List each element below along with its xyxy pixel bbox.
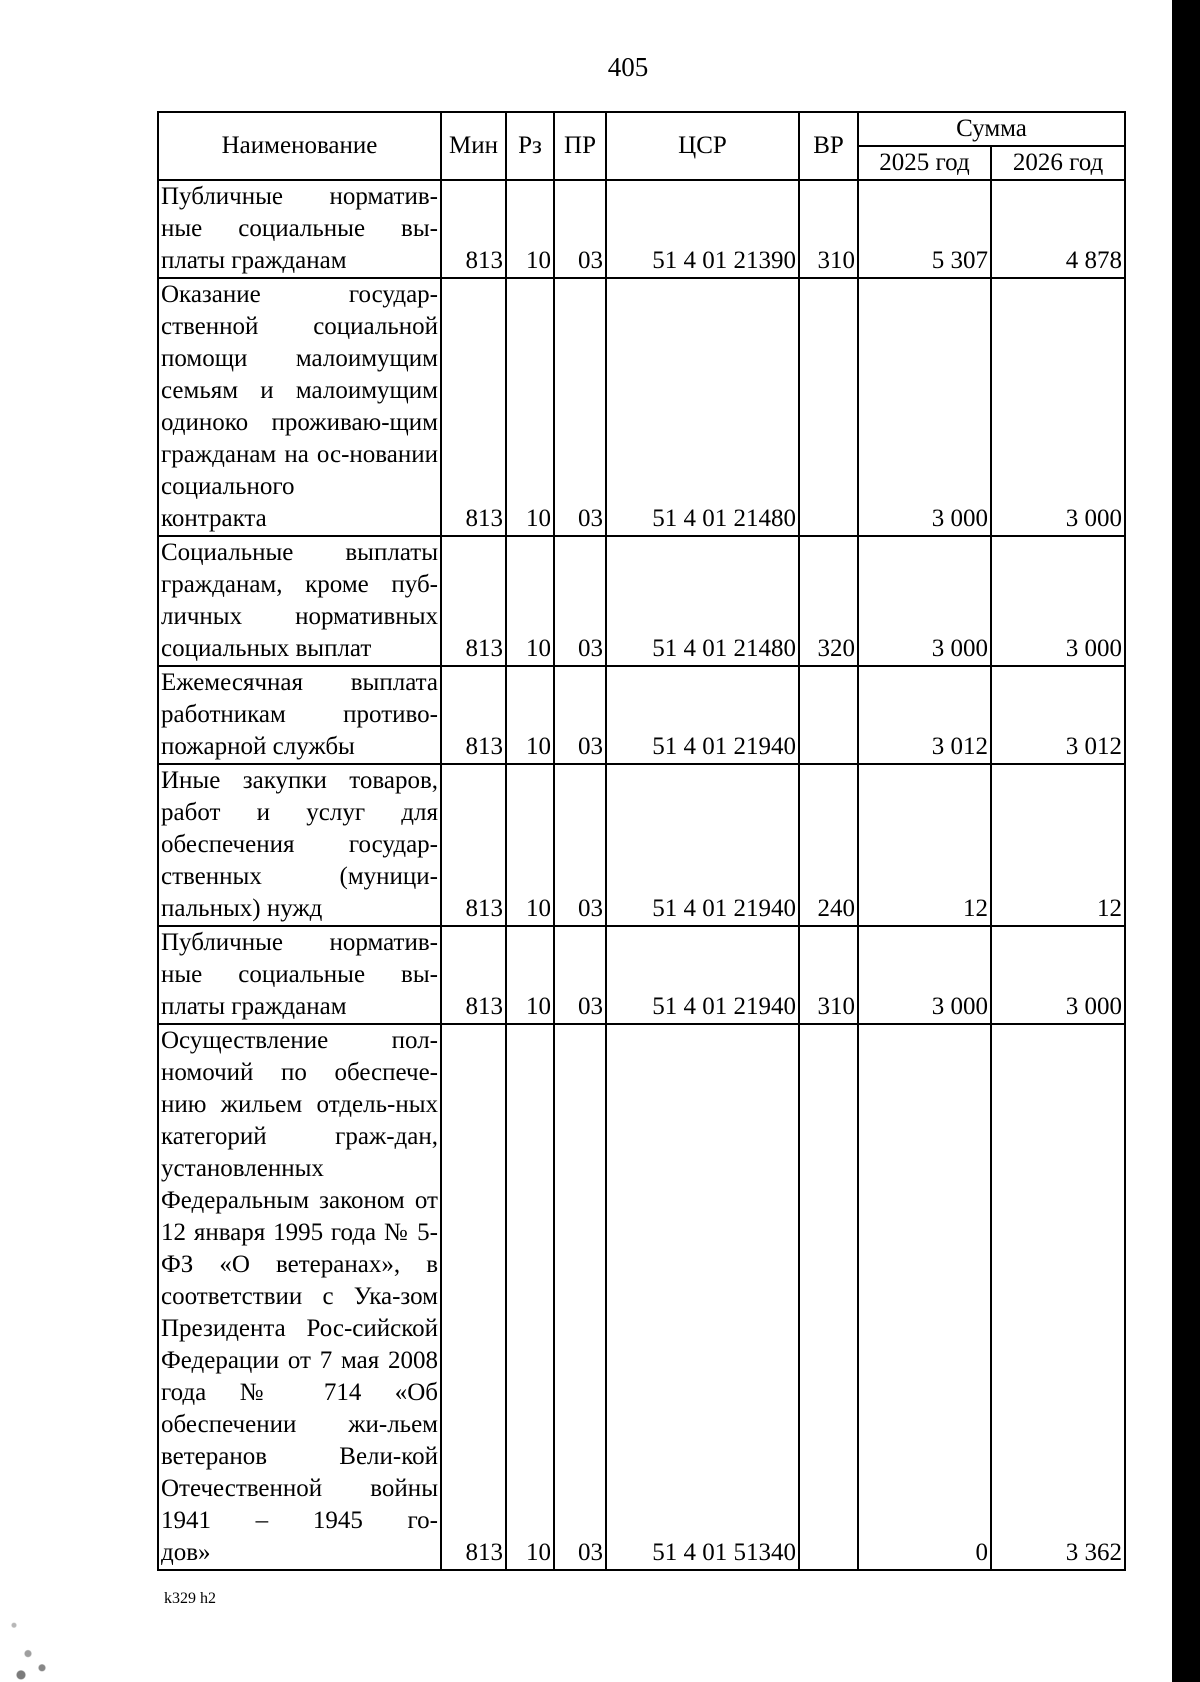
row-min: 813 bbox=[441, 278, 506, 536]
row-pr: 03 bbox=[554, 278, 606, 536]
header-csr: ЦСР bbox=[606, 112, 799, 180]
row-sum-2025: 3 000 bbox=[858, 926, 991, 1024]
table-row bbox=[158, 926, 1125, 1024]
row-rz: 10 bbox=[506, 666, 554, 764]
row-min: 813 bbox=[441, 666, 506, 764]
header-vr: ВР bbox=[799, 112, 858, 180]
row-vr: 320 bbox=[799, 536, 858, 666]
row-sum-2025: 0 bbox=[858, 1024, 991, 1570]
row-min: 813 bbox=[441, 926, 506, 1024]
row-vr bbox=[799, 278, 858, 536]
row-name bbox=[158, 278, 441, 536]
row-name bbox=[158, 666, 441, 764]
scan-artifact bbox=[0, 1540, 70, 1682]
row-sum-2026: 3 000 bbox=[991, 278, 1125, 536]
row-vr: 310 bbox=[799, 926, 858, 1024]
row-name-last-line: дов» bbox=[161, 1539, 211, 1566]
row-rz: 10 bbox=[506, 1024, 554, 1570]
header-row-1 bbox=[158, 112, 1125, 146]
row-sum-2026: 12 bbox=[991, 764, 1125, 926]
row-sum-2025: 5 307 bbox=[858, 180, 991, 278]
header-sum: Сумма bbox=[858, 112, 1125, 146]
row-pr: 03 bbox=[554, 536, 606, 666]
row-name-last-line: социальных выплат bbox=[161, 635, 372, 662]
header-pr: ПР bbox=[554, 112, 606, 180]
table-row bbox=[158, 536, 1125, 666]
row-csr: 51 4 01 51340 bbox=[606, 1024, 799, 1570]
page-number: 405 bbox=[607, 52, 649, 82]
row-rz: 10 bbox=[506, 180, 554, 278]
row-name-text: Оказание государ-ственной социальной помощи малоимущим семьям и малоимущим одиноко проживаю-щим гражданам на ос-новании социального bbox=[161, 281, 438, 500]
header-name: Наименование bbox=[158, 112, 441, 180]
row-name-text: Ежемесячная выплата работникам противо- bbox=[161, 669, 438, 728]
row-sum-2025: 3 000 bbox=[858, 536, 991, 666]
row-vr bbox=[799, 1024, 858, 1570]
row-csr: 51 4 01 21480 bbox=[606, 278, 799, 536]
row-name-text: Публичные норматив-ные социальные вы- bbox=[161, 183, 438, 242]
row-name bbox=[158, 764, 441, 926]
row-min: 813 bbox=[441, 180, 506, 278]
row-csr: 51 4 01 21940 bbox=[606, 926, 799, 1024]
budget-table bbox=[157, 111, 1126, 1571]
table-row bbox=[158, 1024, 1125, 1570]
row-rz: 10 bbox=[506, 536, 554, 666]
row-sum-2026: 3 012 bbox=[991, 666, 1125, 764]
header-rz: Рз bbox=[506, 112, 554, 180]
scan-edge-bar bbox=[1172, 0, 1200, 1682]
table-row bbox=[158, 764, 1125, 926]
row-name bbox=[158, 180, 441, 278]
row-csr: 51 4 01 21940 bbox=[606, 764, 799, 926]
row-pr: 03 bbox=[554, 180, 606, 278]
row-vr: 240 bbox=[799, 764, 858, 926]
row-sum-2025: 12 bbox=[858, 764, 991, 926]
row-rz: 10 bbox=[506, 278, 554, 536]
row-sum-2026: 3 000 bbox=[991, 926, 1125, 1024]
row-pr: 03 bbox=[554, 764, 606, 926]
row-min: 813 bbox=[441, 764, 506, 926]
footer-document-code: k329 h2 bbox=[164, 1590, 216, 1607]
row-name bbox=[158, 926, 441, 1024]
row-name bbox=[158, 536, 441, 666]
row-csr: 51 4 01 21940 bbox=[606, 666, 799, 764]
row-name-last-line: пожарной службы bbox=[161, 733, 355, 760]
row-vr bbox=[799, 666, 858, 764]
row-name-last-line: платы гражданам bbox=[161, 247, 347, 274]
row-name-last-line: платы гражданам bbox=[161, 993, 347, 1020]
row-vr: 310 bbox=[799, 180, 858, 278]
row-sum-2026: 3 362 bbox=[991, 1024, 1125, 1570]
row-min: 813 bbox=[441, 1024, 506, 1570]
row-name-last-line: пальных) нужд bbox=[161, 895, 323, 922]
row-rz: 10 bbox=[506, 926, 554, 1024]
header-2026: 2026 год bbox=[991, 146, 1125, 180]
table-row bbox=[158, 666, 1125, 764]
table-row bbox=[158, 180, 1125, 278]
row-csr: 51 4 01 21480 bbox=[606, 536, 799, 666]
row-csr: 51 4 01 21390 bbox=[606, 180, 799, 278]
row-pr: 03 bbox=[554, 666, 606, 764]
row-name-last-line: контракта bbox=[161, 505, 267, 532]
row-sum-2026: 4 878 bbox=[991, 180, 1125, 278]
row-name-text: Осуществление пол-номочий по обеспече-нию жильем отдель-ных категорий граж-дан, установленных Федеральным законом от 12 января 1995 года № 5-ФЗ «О ветеранах», в соответствии с Ука-зом Президента Рос-сийской Федерации от 7 мая 2008 года № 714 «Об обеспечении жи-льем ветеранов Вели-кой Отечественной войны 1941 – 1945 го- bbox=[161, 1027, 438, 1534]
header-2025: 2025 год bbox=[858, 146, 991, 180]
header-min: Мин bbox=[441, 112, 506, 180]
row-sum-2025: 3 000 bbox=[858, 278, 991, 536]
row-sum-2025: 3 012 bbox=[858, 666, 991, 764]
row-min: 813 bbox=[441, 536, 506, 666]
row-name-text: Публичные норматив-ные социальные вы- bbox=[161, 929, 438, 988]
row-pr: 03 bbox=[554, 926, 606, 1024]
table-row bbox=[158, 278, 1125, 536]
row-pr: 03 bbox=[554, 1024, 606, 1570]
row-name-text: Социальные выплаты гражданам, кроме пуб-личных нормативных bbox=[161, 539, 438, 630]
row-name-text: Иные закупки товаров, работ и услуг для обеспечения государ-ственных (муници- bbox=[161, 767, 438, 890]
row-rz: 10 bbox=[506, 764, 554, 926]
row-sum-2026: 3 000 bbox=[991, 536, 1125, 666]
row-name bbox=[158, 1024, 441, 1570]
